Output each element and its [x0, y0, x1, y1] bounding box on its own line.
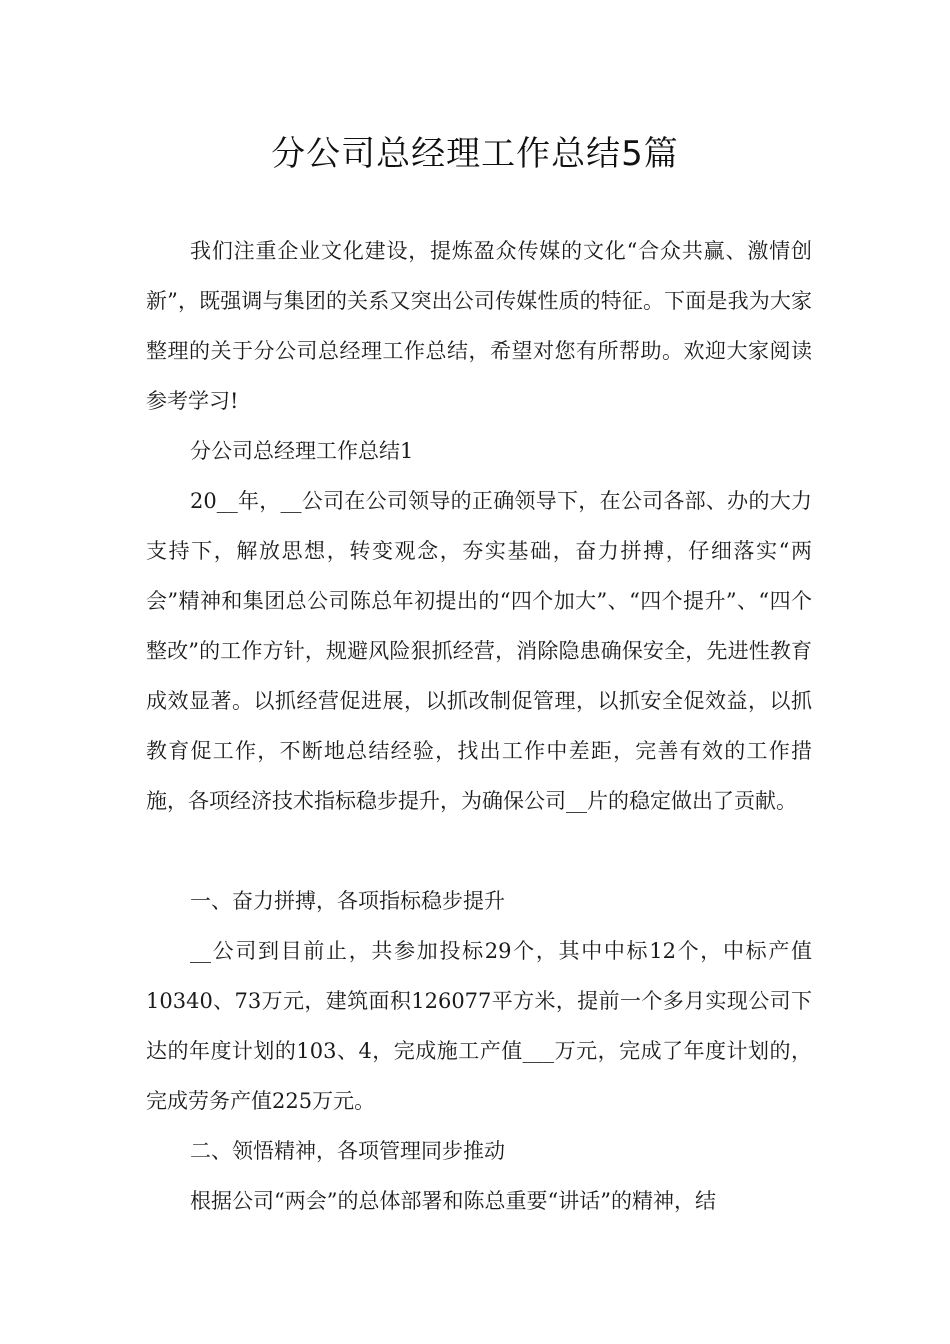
- summary-1-paragraph: 20__年，__公司在公司领导的正确领导下，在公司各部、办的大力支持下，解放思想，转变观念，夯实基础，奋力拼搏，仔细落实“两会”精神和集团总公司陈总年初提出的“四个加大”、“四个提升”、“四个整改”的工作方针，规避风险狠抓经营，消除隐患确保安全，先进性教育成效显著。以抓经营促进展，以抓改制促管理，以抓安全促效益，以抓教育促工作，不断地总结经验，找出工作中差距，完善有效的工作措施，各项经济技术指标稳步提升，为确保公司__片的稳定做出了贡献。: [146, 489, 812, 813]
- intro-paragraph: 我们注重企业文化建设，提炼盈众传媒的文化“合众共赢、激情创新”，既强调与集团的关系又突出公司传媒性质的特征。下面是我为大家整理的关于分公司总经理工作总结，希望对您有所帮助。欢迎大家阅读参考学习!: [146, 239, 812, 413]
- section-1-paragraph: __公司到目前止，共参加投标29个，其中中标12个，中标产值10340、73万元，建筑面积126077平方米，提前一个多月实现公司下达的年度计划的103、4，完成施工产值___万元，完成了年度计划的，完成劳务产值225万元。: [146, 939, 812, 1113]
- document-title: 分公司总经理工作总结5篇: [271, 134, 679, 174]
- summary-heading-1: 分公司总经理工作总结1: [190, 439, 414, 463]
- section-heading-1: 一、奋力拼搏，各项指标稳步提升: [190, 889, 505, 913]
- section-2-paragraph: 根据公司“两会”的总体部署和陈总重要“讲话”的精神，结: [190, 1189, 716, 1213]
- section-heading-2: 二、领悟精神，各项管理同步推动: [190, 1139, 505, 1163]
